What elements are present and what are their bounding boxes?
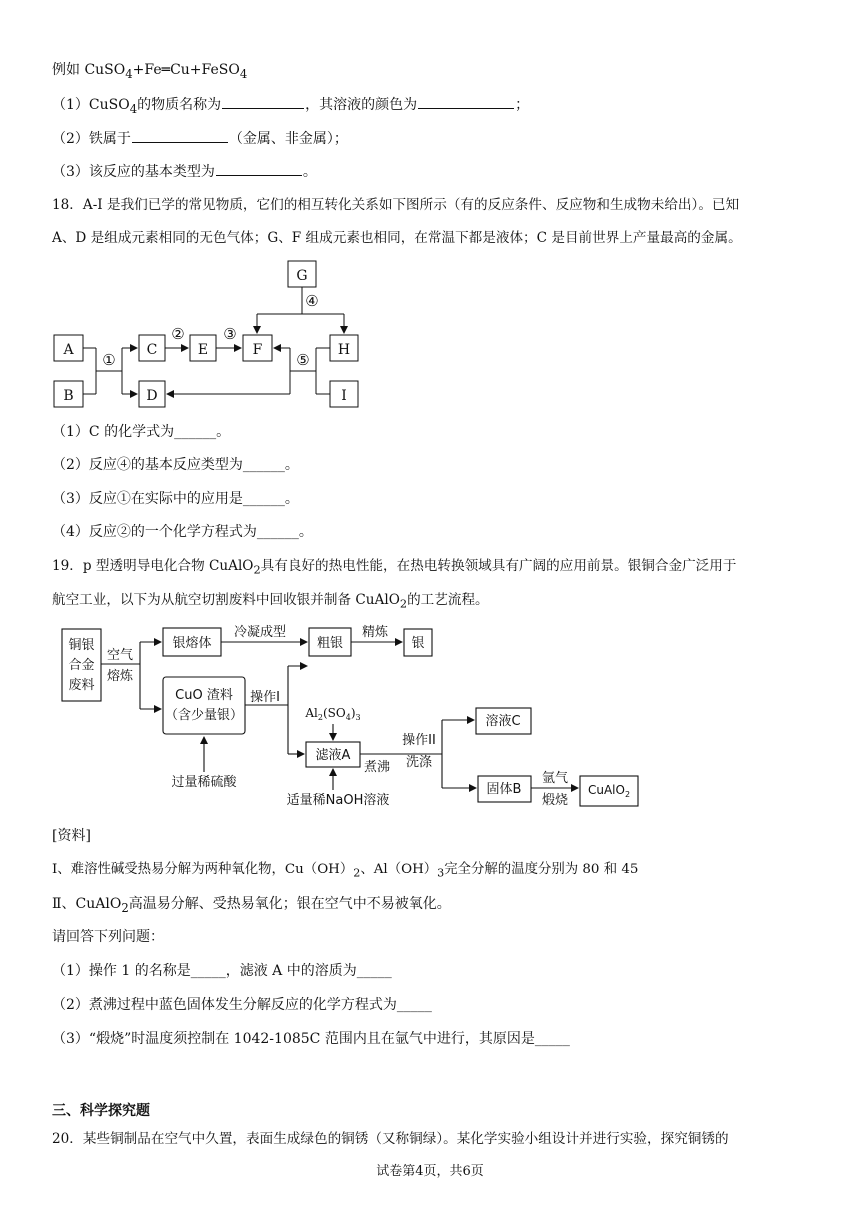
node-i: I: [341, 388, 347, 404]
q18-sub4: （4）反应②的一个化学方程式为______。: [52, 524, 313, 540]
q-part: 的工艺流程。: [407, 592, 489, 608]
ref-item-1: [52, 860, 638, 884]
subscript: 2: [121, 900, 129, 915]
process-flowchart: [0, 620, 860, 820]
wash-label: 洗涤: [405, 755, 433, 770]
label-reaction-3: ③: [223, 325, 237, 343]
label-reaction-5: ⑤: [296, 351, 310, 369]
page-footer: 试卷第4页，共6页: [376, 1164, 484, 1179]
q18-sub2: （2）反应④的基本反应类型为______。: [52, 457, 299, 473]
subscript: 3: [437, 866, 445, 880]
q-part: 航空工业，以下为从航空切割废料中回收银并制备 CuAlO: [52, 592, 400, 608]
boil-label: 煮沸: [363, 760, 391, 775]
acid-label: 过量稀硫酸: [171, 775, 237, 790]
q19-stem-line2: [52, 590, 489, 614]
q18-sub3: （3）反应①在实际中的应用是______。: [52, 491, 299, 507]
q-part: 19．p 型透明导电化合物 CuAlO: [52, 558, 254, 574]
subscript: 4: [239, 66, 248, 81]
q-part: ；: [515, 97, 530, 113]
node-d: D: [146, 388, 158, 404]
solid-b-label: 固体B: [486, 782, 522, 797]
label-reaction-2: ②: [171, 325, 185, 343]
q-part: 具有良好的热电性能，在热电转换领域具有广阔的应用前景。银铜合金广泛用于: [260, 558, 737, 574]
raw-line2: 合金: [68, 658, 95, 673]
naoh-label: 适量稀NaOH溶液: [286, 793, 390, 808]
q19-sub2: （2）煮沸过程中蓝色固体发生分解反应的化学方程式为_____: [52, 997, 432, 1013]
product-label: CuAlO$_2$: [587, 783, 631, 799]
raw-line3: 废料: [68, 678, 95, 693]
label-reaction-1: ①: [102, 351, 116, 369]
calcine-label: 煅烧: [541, 793, 569, 808]
raw-line1: 铜银: [68, 638, 95, 653]
op2-label: 操作II: [402, 733, 436, 748]
reaction-diagram: [0, 0, 860, 420]
q18-sub1: （1）C 的化学式为______。: [52, 424, 231, 440]
equals-sign: ═: [161, 62, 171, 78]
q-part: 完全分解的温度分别为 80 和 45: [444, 862, 639, 877]
node-b: B: [63, 388, 74, 404]
example-prefix: 例如: [52, 62, 85, 78]
please-answer: 请回答下列问题：: [52, 929, 164, 945]
node-e: E: [197, 342, 209, 358]
silver-label: 银: [411, 636, 425, 651]
melt-label: 银熔体: [172, 636, 212, 651]
node-a: A: [63, 342, 74, 358]
formula-part: CuSO: [84, 62, 126, 78]
crude-silver-label: 粗银: [316, 636, 344, 651]
label-reaction-4: ④: [305, 292, 319, 310]
subscript: 4: [125, 66, 133, 81]
q-part: Ⅱ、CuAlO: [52, 896, 122, 912]
slag-line1: CuO 渣料: [175, 688, 233, 703]
alum-label: $Al_2(SO_4)_3$: [305, 706, 361, 722]
box-slag: [163, 677, 245, 734]
q-part: （3）该反应的基本类型为: [52, 164, 215, 180]
q19-stem-line1: [52, 556, 736, 580]
section-heading: 三、科学探究题: [52, 1103, 150, 1119]
q-part: 的物质名称为: [137, 97, 222, 113]
q-part: I、难溶性碱受热易分解为两种氧化物，Cu（OH）: [52, 862, 354, 877]
subscript: 2: [253, 562, 261, 577]
q-part: （1）: [52, 97, 89, 113]
condense-label: 冷凝成型: [233, 625, 287, 640]
node-g: G: [296, 268, 308, 284]
solution-c-label: 溶液C: [485, 714, 521, 729]
q-part: ，其溶液的颜色为: [305, 97, 418, 113]
q19-sub3: （3）“煅烧”时温度须控制在 1042-1085C 范围内且在氩气中进行，其原因是_____: [52, 1031, 570, 1047]
formula-part: +Fe: [132, 62, 162, 78]
op1-label: 操作I: [250, 690, 280, 705]
node-h: H: [337, 342, 351, 358]
air-label: 空气: [106, 648, 134, 663]
node-f: F: [252, 342, 263, 358]
q19-sub1: （1）操作 1 的名称是_____，滤液 A 中的溶质为_____: [52, 963, 392, 979]
q18-stem-line1: 18．A-I 是我们已学的常见物质，它们的相互转化关系如下图所示（有的反应条件、反应物和生成物未给出）。已知: [52, 197, 740, 213]
q-part: 。: [302, 164, 317, 180]
q-part: （2）铁属于: [52, 131, 131, 147]
formula-part: Cu+FeSO: [170, 62, 240, 78]
ref-heading: [资料]: [52, 828, 91, 844]
q20-stem: 20．某些铜制品在空气中久置，表面生成绿色的铜锈（又称铜绿）。某化学实验小组设计并进行实验，探究铜锈的: [52, 1131, 729, 1147]
q-part: 高温易分解、受热易氧化；银在空气中不易被氧化。: [128, 896, 451, 912]
smelt-label: 熔炼: [106, 669, 134, 684]
q-part: CuSO: [88, 97, 130, 113]
subscript: 4: [129, 101, 138, 116]
argon-label: 氩气: [541, 771, 569, 786]
subscript: 2: [399, 596, 408, 611]
slag-line2: （含少量银）: [164, 708, 244, 723]
subscript: 2: [353, 866, 361, 880]
node-c: C: [146, 342, 158, 358]
q18-stem-line2: A、D 是组成元素相同的无色气体；G、F 组成元素也相同，在常温下都是液体；C 是目前世界上产量最高的金属。: [52, 230, 742, 246]
refine-label: 精炼: [361, 625, 389, 640]
q-part: （金属、非金属）；: [228, 131, 348, 147]
q-part: 、Al（OH）: [360, 862, 438, 877]
filtrate-a-label: 滤液A: [315, 748, 351, 763]
ref-item-2: [52, 894, 451, 918]
